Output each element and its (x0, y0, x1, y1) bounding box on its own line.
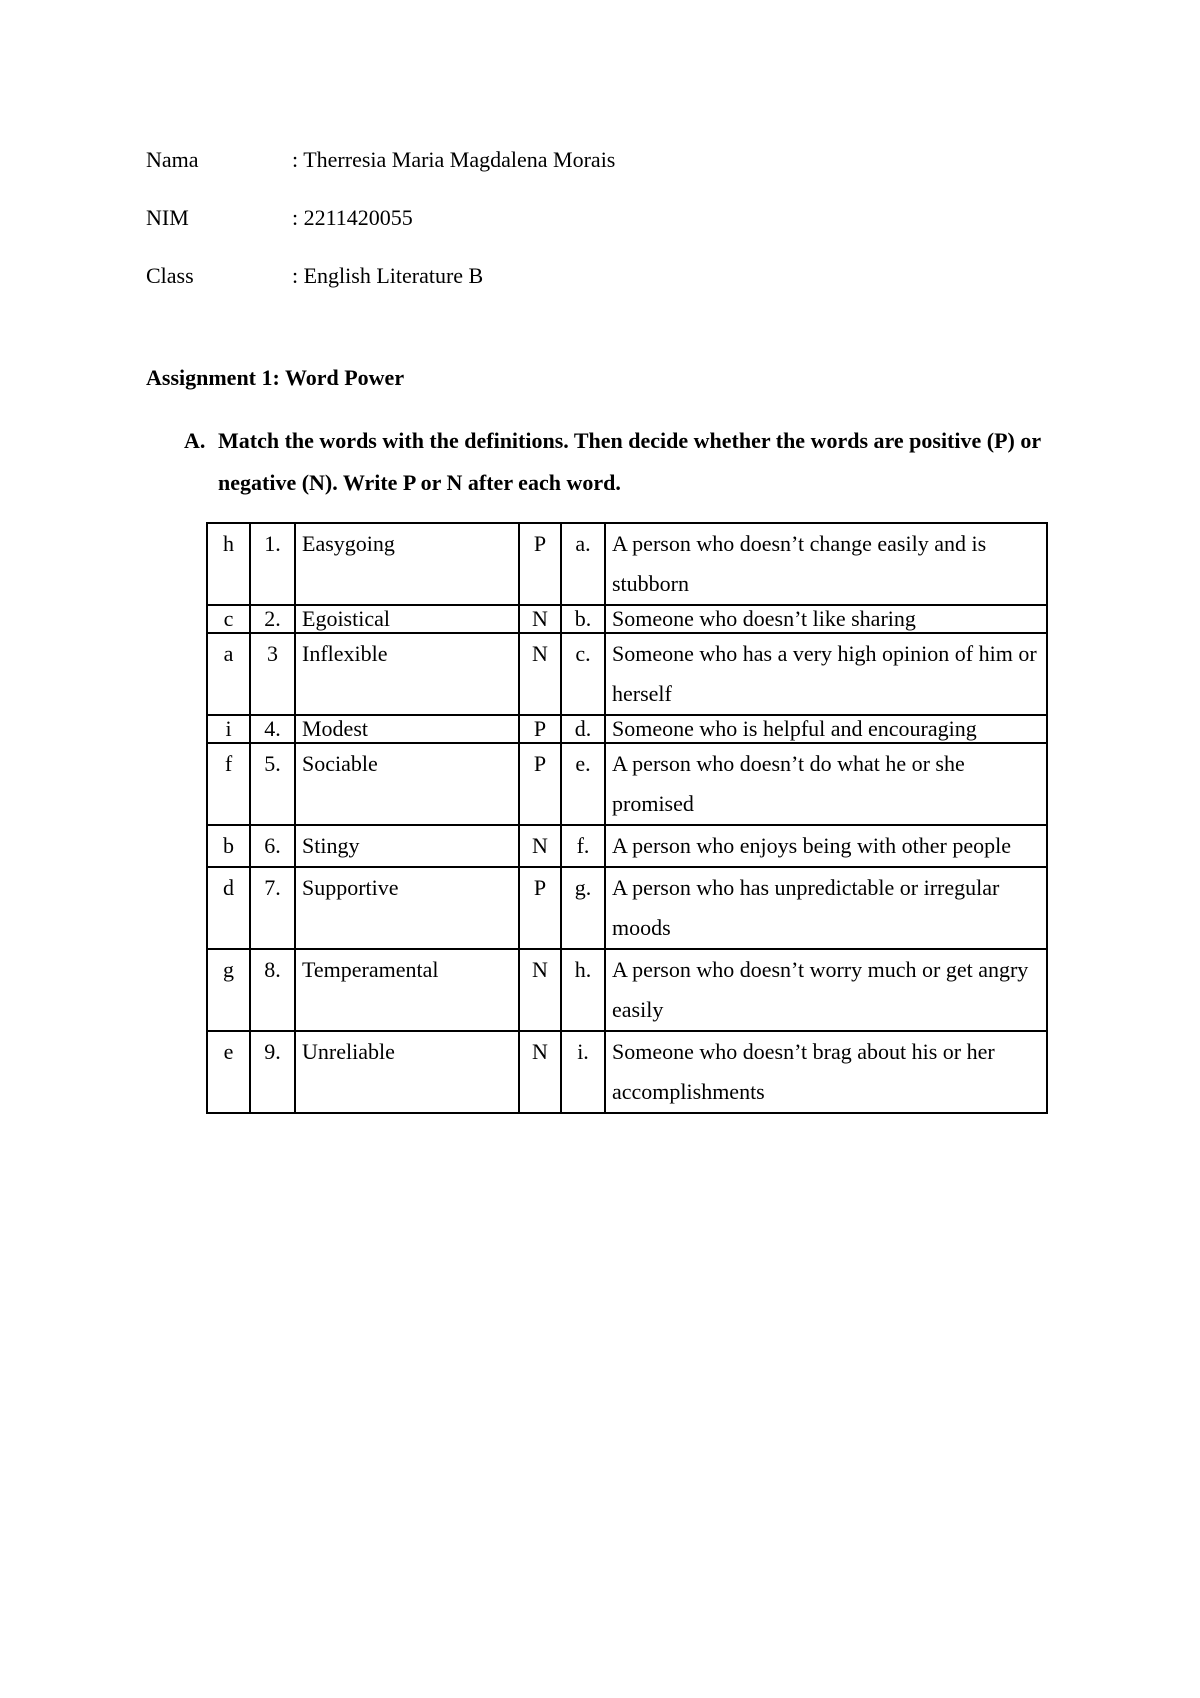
polarity-cell: N (519, 1031, 561, 1113)
word-cell: Inflexible (295, 633, 519, 715)
letter-cell: f. (561, 825, 605, 867)
table-row (207, 743, 1047, 825)
letter-cell: a. (561, 523, 605, 605)
word-cell: Unreliable (295, 1031, 519, 1113)
number-cell: 5. (250, 743, 295, 825)
number-cell: 6. (250, 825, 295, 867)
answer-cell: f (207, 743, 250, 825)
table-row (207, 633, 1047, 715)
definition-cell: Someone who has a very high opinion of him or herself (605, 633, 1047, 715)
definition-cell: Someone who is helpful and encouraging (605, 715, 1047, 743)
answer-cell: g (207, 949, 250, 1031)
polarity-cell: N (519, 633, 561, 715)
polarity-cell: N (519, 949, 561, 1031)
instruction-marker: A. (184, 428, 206, 453)
polarity-cell: P (519, 743, 561, 825)
word-matching-table (206, 522, 1048, 1114)
answer-cell: b (207, 825, 250, 867)
definition-cell: A person who doesn’t change easily and is stubborn (605, 523, 1047, 605)
table-row (207, 523, 1047, 605)
name-value: : Therresia Maria Magdalena Morais (292, 147, 616, 172)
letter-cell: i. (561, 1031, 605, 1113)
assignment-title: Assignment 1: Word Power (146, 365, 405, 390)
word-cell: Modest (295, 715, 519, 743)
class-row (146, 262, 483, 290)
word-cell: Sociable (295, 743, 519, 825)
definition-cell: A person who has unpredictable or irregular moods (605, 867, 1047, 949)
answer-cell: h (207, 523, 250, 605)
letter-cell: b. (561, 605, 605, 633)
letter-cell: h. (561, 949, 605, 1031)
letter-cell: g. (561, 867, 605, 949)
word-cell: Temperamental (295, 949, 519, 1031)
table-row (207, 867, 1047, 949)
polarity-cell: P (519, 715, 561, 743)
polarity-cell: N (519, 605, 561, 633)
answer-cell: d (207, 867, 250, 949)
polarity-cell: N (519, 825, 561, 867)
word-cell: Stingy (295, 825, 519, 867)
number-cell: 1. (250, 523, 295, 605)
answer-cell: a (207, 633, 250, 715)
class-label: Class (146, 263, 194, 288)
nim-label: NIM (146, 205, 189, 230)
number-cell: 7. (250, 867, 295, 949)
definition-cell: Someone who doesn’t brag about his or her accomplishments (605, 1031, 1047, 1113)
answer-cell: i (207, 715, 250, 743)
word-cell: Egoistical (295, 605, 519, 633)
word-cell: Supportive (295, 867, 519, 949)
number-cell: 2. (250, 605, 295, 633)
class-value: : English Literature B (292, 263, 484, 288)
letter-cell: e. (561, 743, 605, 825)
definition-cell: A person who enjoys being with other people (605, 825, 1047, 867)
number-cell: 9. (250, 1031, 295, 1113)
definition-cell: A person who doesn’t worry much or get angry easily (605, 949, 1047, 1031)
polarity-cell: P (519, 867, 561, 949)
number-cell: 3 (250, 633, 295, 715)
answer-cell: c (207, 605, 250, 633)
polarity-cell: P (519, 523, 561, 605)
table-row (207, 715, 1047, 743)
table-row (207, 605, 1047, 633)
table-row (207, 1031, 1047, 1113)
instruction-text: Match the words with the definitions. Then decide whether the words are positive (P) or negative (N). Write P or N after each word. (218, 428, 1041, 495)
nim-value: : 2211420055 (292, 205, 413, 230)
definition-cell: A person who doesn’t do what he or she promised (605, 743, 1047, 825)
definition-cell: Someone who doesn’t like sharing (605, 605, 1047, 633)
letter-cell: c. (561, 633, 605, 715)
name-row (146, 146, 615, 174)
number-cell: 4. (250, 715, 295, 743)
letter-cell: d. (561, 715, 605, 743)
number-cell: 8. (250, 949, 295, 1031)
name-label: Nama (146, 147, 199, 172)
word-cell: Easygoing (295, 523, 519, 605)
nim-row (146, 204, 413, 232)
answer-cell: e (207, 1031, 250, 1113)
table-row (207, 949, 1047, 1031)
instruction-item (184, 420, 1044, 504)
table-row (207, 825, 1047, 867)
